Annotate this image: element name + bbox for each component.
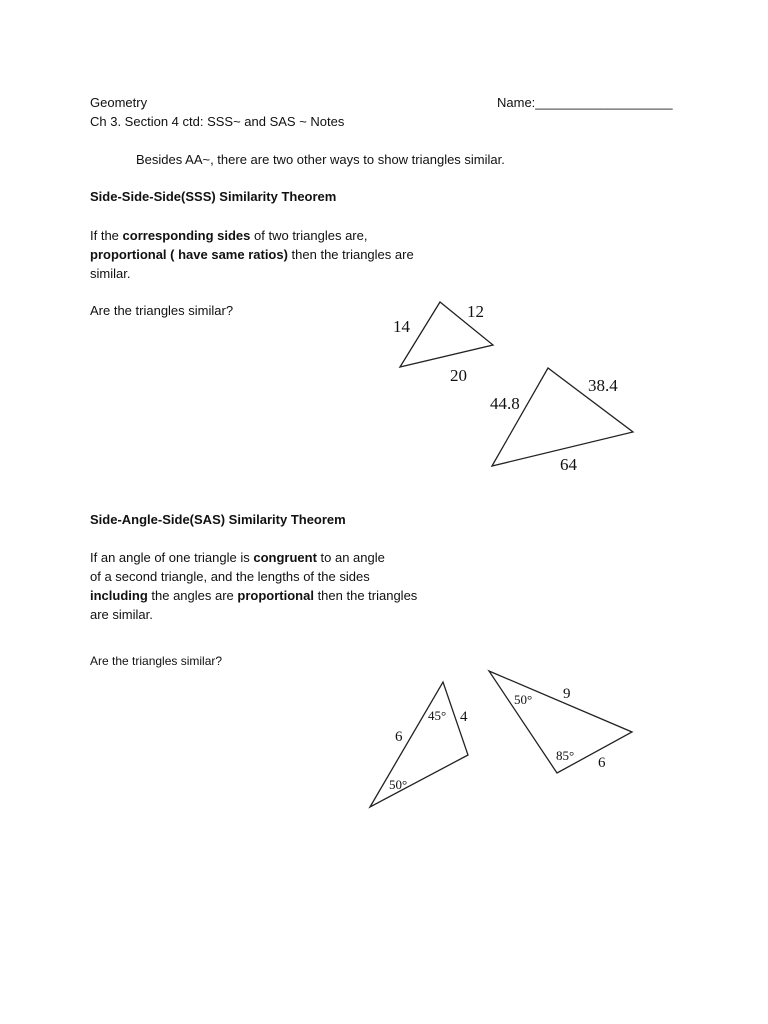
sss-paragraph-line1: If the corresponding sides of two triangles are, — [90, 228, 368, 243]
sas-paragraph-line3: including the angles are proportional then the triangles — [90, 588, 418, 603]
sas-right-side-top: 9 — [563, 686, 571, 702]
name-field: Name:___________________ — [497, 95, 673, 110]
sas-right-angle-left: 50° — [514, 692, 533, 707]
sas-paragraph-line2: of a second triangle, and the lengths of the sides — [90, 569, 370, 584]
sss-small-side-right: 12 — [467, 302, 484, 321]
sss-small-side-left: 14 — [393, 317, 410, 336]
sas-left-angle-bottom: 50° — [389, 777, 408, 792]
sas-right-side-bottom: 6 — [598, 755, 606, 771]
sas-paragraph-line1: If an angle of one triangle is congruent to an angle — [90, 550, 385, 565]
section-title: Ch 3. Section 4 ctd: SSS~ and SAS ~ Notes — [90, 114, 345, 129]
intro-text: Besides AA~, there are two other ways to show triangles similar. — [136, 152, 505, 167]
sas-question: Are the triangles similar? — [90, 654, 223, 668]
sss-large-side-left: 44.8 — [490, 394, 520, 413]
sss-paragraph-line2: proportional ( have same ratios) then the triangles are — [90, 247, 414, 262]
sas-paragraph-line4: are similar. — [90, 607, 153, 622]
sss-question: Are the triangles similar? — [90, 303, 234, 318]
sss-large-side-bottom: 64 — [560, 455, 577, 474]
sas-left-side-left: 6 — [395, 729, 403, 745]
sas-triangle-right — [489, 671, 632, 773]
subject-label: Geometry — [90, 95, 148, 110]
sss-small-side-bottom: 20 — [450, 366, 467, 385]
sss-paragraph-line3: similar. — [90, 266, 131, 281]
sss-title: Side-Side-Side(SSS) Similarity Theorem — [90, 189, 337, 204]
sas-left-side-right: 4 — [460, 709, 468, 725]
sas-right-angle-bottom: 85° — [556, 748, 575, 763]
sas-title: Side-Angle-Side(SAS) Similarity Theorem — [90, 512, 346, 527]
sas-left-angle-top: 45° — [428, 708, 447, 723]
sas-triangle-left — [370, 682, 468, 807]
sss-large-side-right: 38.4 — [588, 376, 618, 395]
